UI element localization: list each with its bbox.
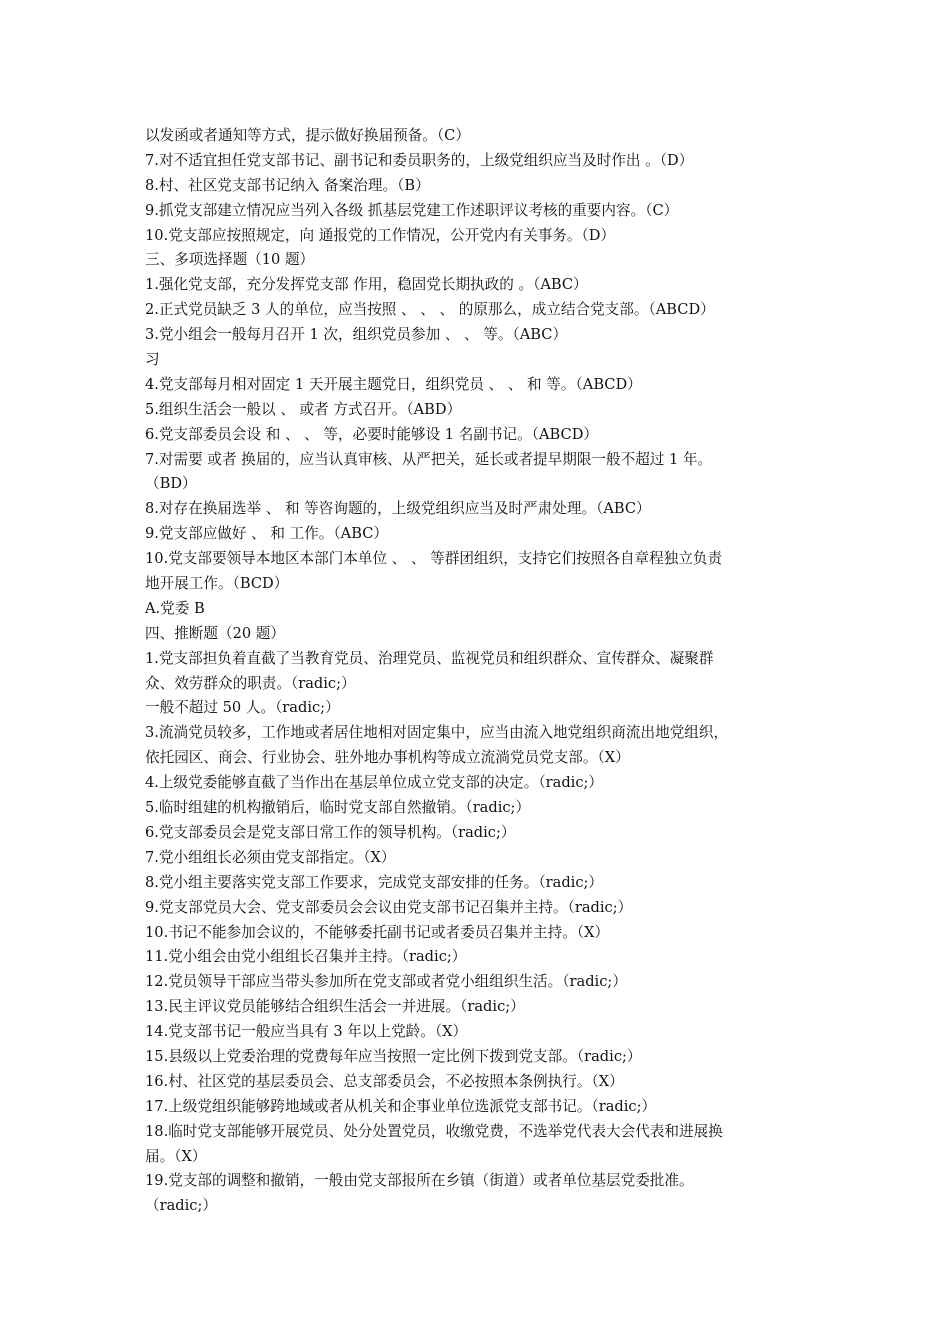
text-line: 1.强化党支部，充分发挥党支部 作用，稳固党长期执政的 。（ABC） bbox=[145, 276, 588, 294]
text-line: A.党委 B bbox=[145, 599, 205, 617]
text-line: 9.党支部党员大会、党支部委员会会议由党支部书记召集并主持。（radic;） bbox=[145, 898, 633, 916]
text-line: 四、推断题（20 题） bbox=[145, 624, 285, 642]
text-line: 依托园区、商会、行业协会、驻外地办事机构等成立流淌党员党支部。（X） bbox=[145, 749, 630, 767]
text-line: 习 bbox=[145, 351, 160, 369]
text-line: 届。（X） bbox=[145, 1147, 207, 1165]
text-line: 5.临时组建的机构撤销后，临时党支部自然撤销。（radic;） bbox=[145, 799, 531, 817]
text-line: 众、效劳群众的职责。（radic;） bbox=[145, 674, 356, 692]
text-line: 3.流淌党员较多，工作地或者居住地相对固定集中，应当由流入地党组织商流出地党组织， bbox=[145, 724, 729, 742]
text-line: 3.党小组会一般每月召开 1 次，组织党员参加 、 、 等。（ABC） bbox=[145, 326, 568, 344]
text-line: 10.党支部应按照规定，向 通报党的工作情况，公开党内有关事务。（D） bbox=[145, 226, 616, 244]
text-line: 地开展工作。（BCD） bbox=[145, 575, 289, 593]
text-line: 10.书记不能参加会议的，不能够委托副书记或者委员召集并主持。（X） bbox=[145, 923, 610, 941]
text-line: 三、多项选择题（10 题） bbox=[145, 251, 315, 269]
text-line: 7.对不适宜担任党支部书记、副书记和委员职务的，上级党组织应当及时作出 。（D） bbox=[145, 151, 694, 169]
text-line: 8.党小组主要落实党支部工作要求，完成党支部安排的任务。（radic;） bbox=[145, 873, 604, 891]
text-line: 4.上级党委能够直截了当作出在基层单位成立党支部的决定。（radic;） bbox=[145, 774, 604, 792]
text-line: 5.组织生活会一般以 、 或者 方式召开。（ABD） bbox=[145, 400, 462, 418]
text-line: （radic;） bbox=[145, 1197, 217, 1215]
text-line: 12.党员领导干部应当带头参加所在党支部或者党小组组织生活。（radic;） bbox=[145, 973, 627, 991]
text-line: 8.村、社区党支部书记纳入 备案治理。（B） bbox=[145, 176, 430, 194]
text-line: 一般不超过 50 人。（radic;） bbox=[145, 699, 340, 717]
text-line: 18.临时党支部能够开展党员、处分处置党员，收缴党费，不选举党代表大会代表和进展换 bbox=[145, 1122, 723, 1140]
text-line: 13.民主评议党员能够结合组织生活会一并进展。（radic;） bbox=[145, 998, 525, 1016]
text-line: 9.抓党支部建立情况应当列入各级 抓基层党建工作述职评议考核的重要内容。（C） bbox=[145, 201, 679, 219]
text-line: 4.党支部每月相对固定 1 天开展主题党日，组织党员 、 、 和 等。（ABCD） bbox=[145, 375, 642, 393]
document-body bbox=[145, 124, 817, 1219]
text-line: （BD） bbox=[145, 475, 197, 493]
text-line: 15.县级以上党委治理的党费每年应当按照一定比例下拨到党支部。（radic;） bbox=[145, 1047, 642, 1065]
text-line: 16.村、社区党的基层委员会、总支部委员会，不必按照本条例执行。（X） bbox=[145, 1072, 624, 1090]
text-line: 14.党支部书记一般应当具有 3 年以上党龄。（X） bbox=[145, 1023, 468, 1041]
text-line: 2.正式党员缺乏 3 人的单位，应当按照 、 、 、 的原那么，成立结合党支部。（ABCD） bbox=[145, 301, 715, 319]
text-line: 6.党支部委员会设 和 、 、 等，必要时能够设 1 名副书记。（ABCD） bbox=[145, 425, 598, 443]
text-line: 8.对存在换届选举 、 和 等咨询题的，上级党组织应当及时严肃处理。（ABC） bbox=[145, 500, 651, 518]
text-line: 7.党小组组长必须由党支部指定。（X） bbox=[145, 848, 396, 866]
text-line: 10.党支部要领导本地区本部门本单位 、 、 等群团组织，支持它们按照各自章程独立负责 bbox=[145, 550, 723, 568]
text-line: 9.党支部应做好 、 和 工作。（ABC） bbox=[145, 525, 388, 543]
text-line: 11.党小组会由党小组组长召集并主持。（radic;） bbox=[145, 948, 467, 966]
text-line: 6.党支部委员会是党支部日常工作的领导机构。（radic;） bbox=[145, 823, 516, 841]
text-line: 19.党支部的调整和撤销，一般由党支部报所在乡镇（街道）或者单位基层党委批准。 bbox=[145, 1172, 694, 1190]
text-line: 17.上级党组织能够跨地域或者从机关和企事业单位选派党支部书记。（radic;） bbox=[145, 1097, 657, 1115]
text-line: 以发函或者通知等方式，提示做好换届预备。（C） bbox=[145, 127, 470, 144]
text-line: 7.对需要 或者 换届的，应当认真审核、从严把关，延长或者提早期限一般不超过 1 年。 bbox=[145, 450, 713, 468]
text-line: 1.党支部担负着直截了当教育党员、治理党员、监视党员和组织群众、宣传群众、凝聚群 bbox=[145, 649, 714, 667]
